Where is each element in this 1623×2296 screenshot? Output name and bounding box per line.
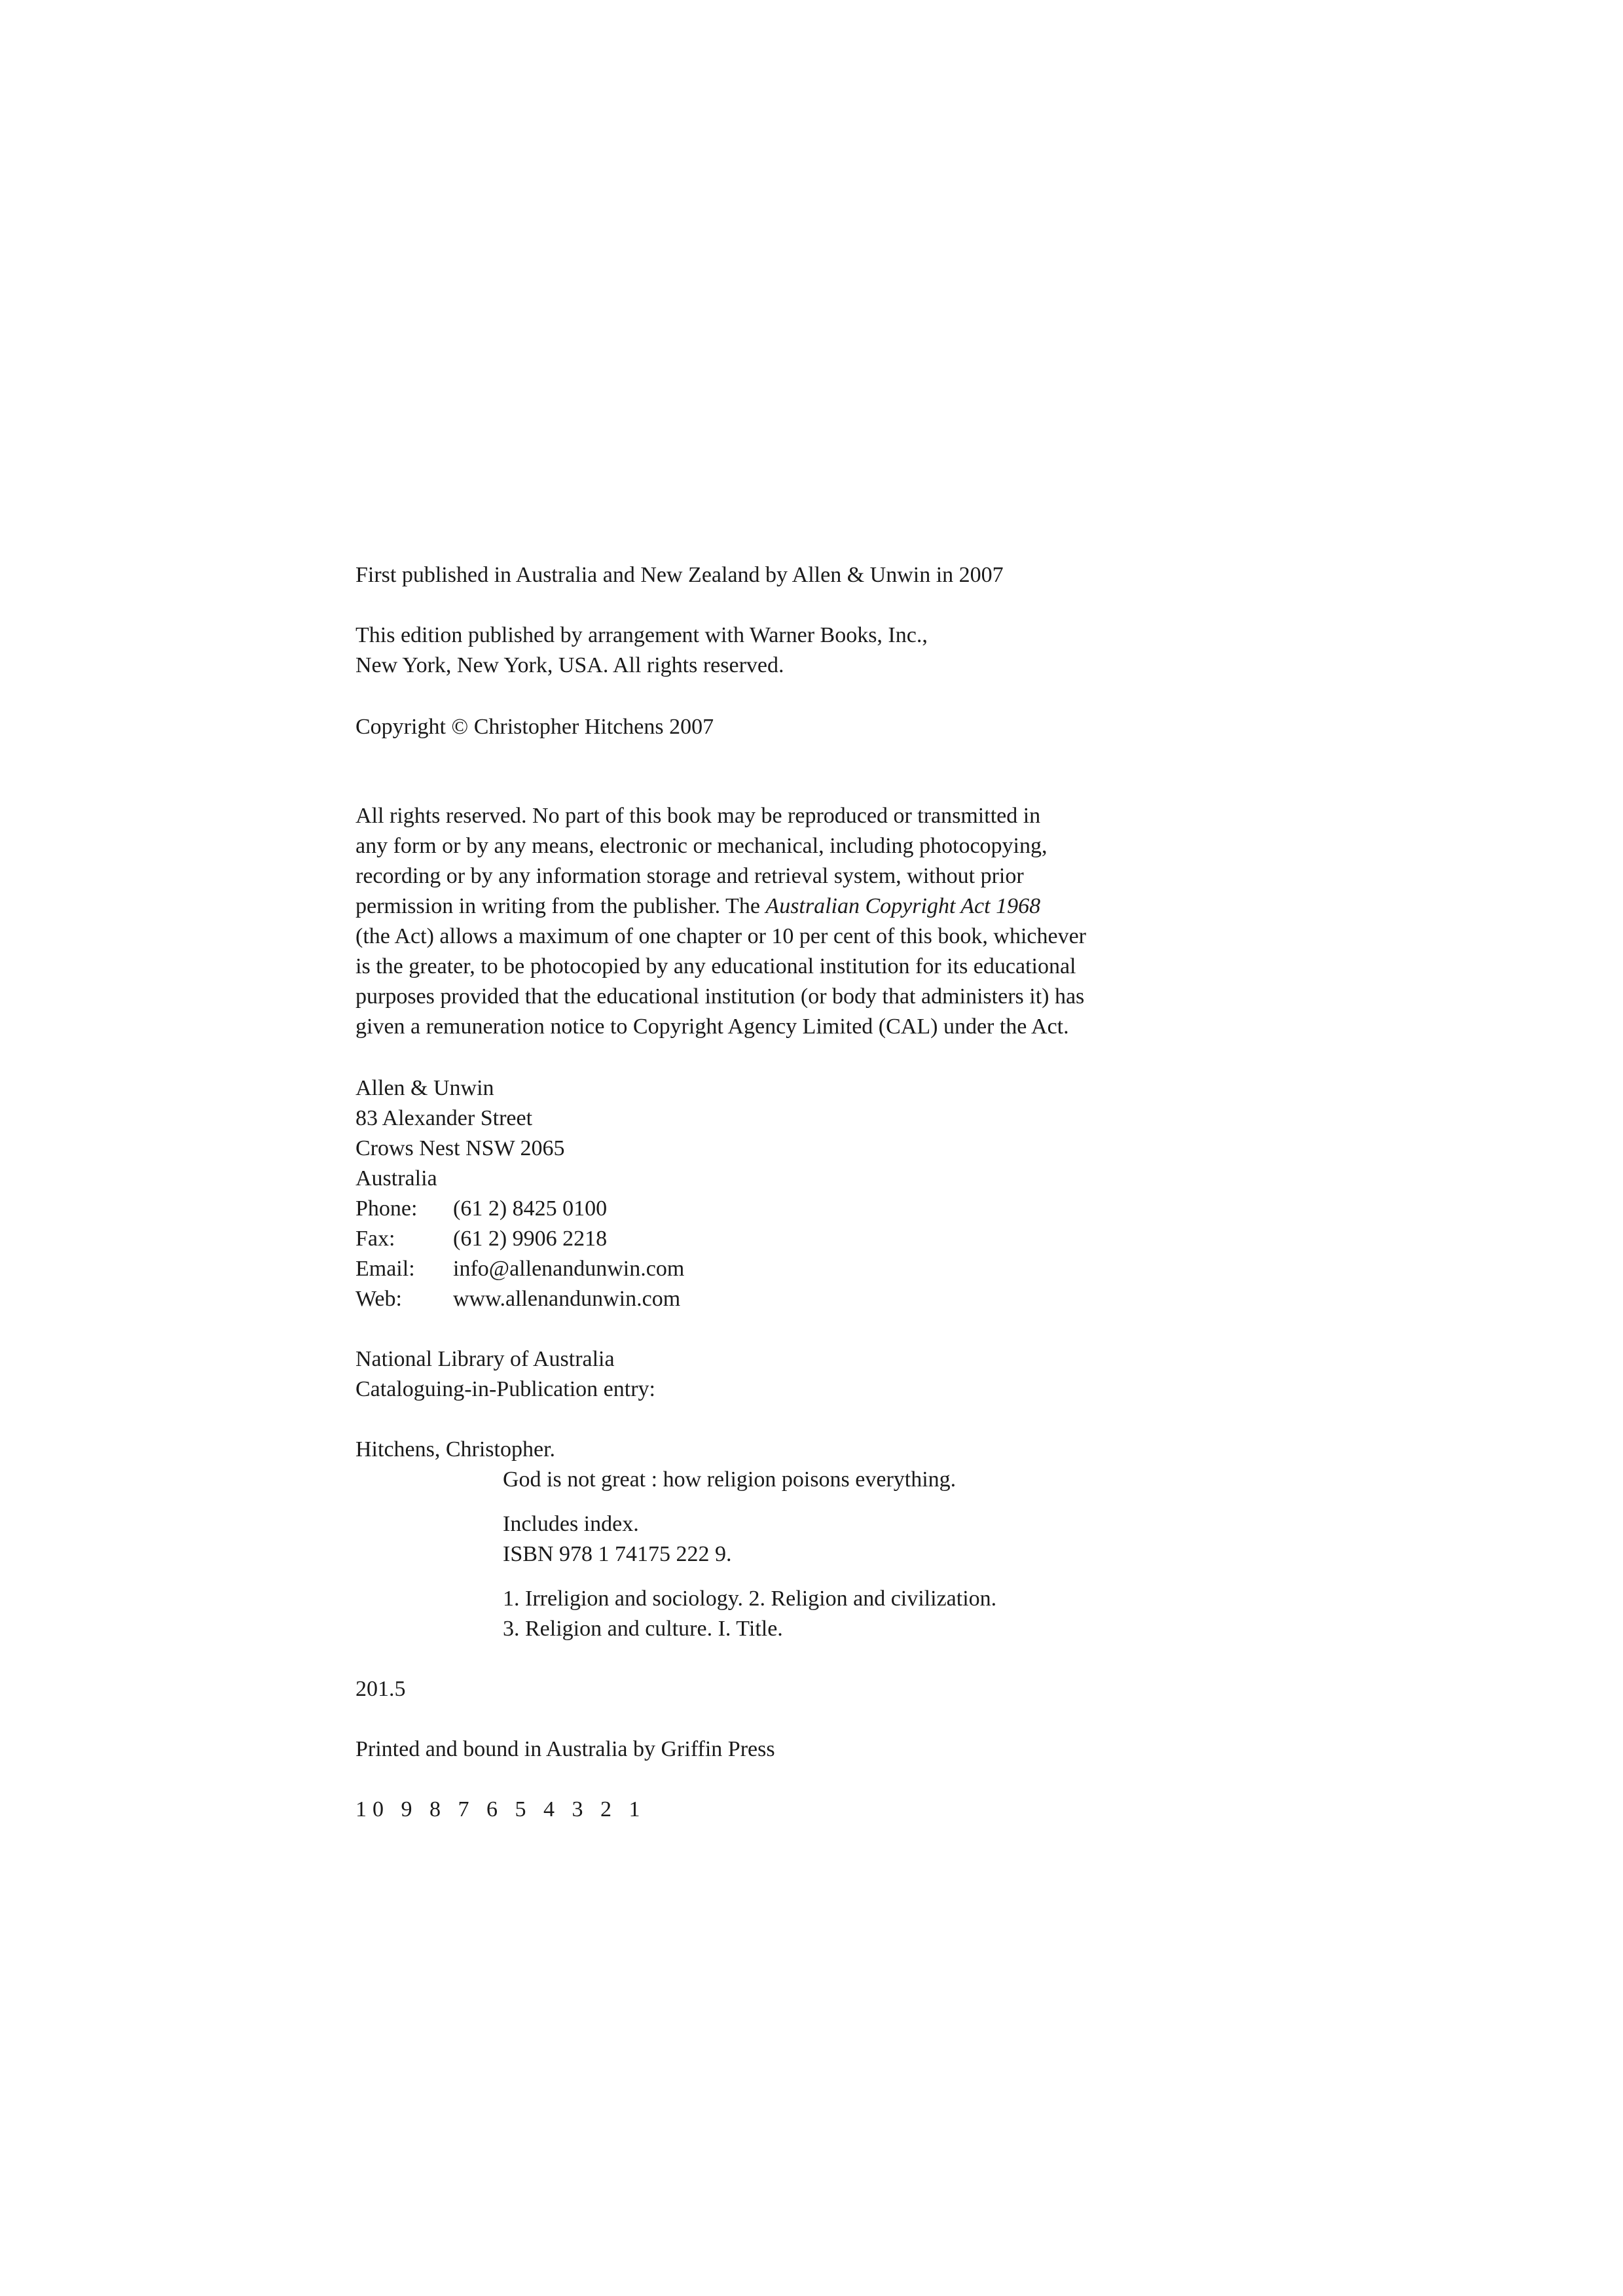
- cip-subjects: [503, 1584, 996, 1644]
- act-title: Australian Copyright Act 1968: [765, 894, 1041, 918]
- rights-line-4-text: permission in writing from the publisher. The: [356, 894, 766, 918]
- cip-heading: [356, 1344, 655, 1405]
- contact-email-label: Email:: [356, 1257, 415, 1281]
- contact-phone: [356, 1194, 684, 1224]
- printer-line: Printed and bound in Australia by Griffin Press: [356, 1737, 775, 1761]
- cip-heading-line-2: Cataloguing-in-Publication entry:: [356, 1377, 655, 1401]
- contact-phone-label: Phone:: [356, 1196, 418, 1221]
- rights-paragraph: [356, 801, 1086, 1042]
- cip-index-isbn: [503, 1509, 731, 1570]
- cip-subjects-line-1: 1. Irreligion and sociology. 2. Religion and civilization.: [503, 1587, 997, 1611]
- edition-note: [356, 620, 928, 681]
- cip-heading-line-1: National Library of Australia: [356, 1347, 615, 1371]
- impression-line: 10 9 8 7 6 5 4 3 2 1: [356, 1797, 646, 1821]
- edition-line-1: This edition published by arrangement with Warner Books, Inc.,: [356, 623, 928, 647]
- cip-subjects-line-2: 3. Religion and culture. I. Title.: [503, 1617, 783, 1641]
- contact-email: [356, 1254, 684, 1284]
- rights-line-3: recording or by any information storage and retrieval system, without prior: [356, 864, 1024, 888]
- first-published-line: First published in Australia and New Zealand by Allen & Unwin in 2007: [356, 563, 1004, 587]
- rights-line-2: any form or by any means, electronic or mechanical, including photocopying,: [356, 834, 1048, 858]
- contact-fax-label: Fax:: [356, 1227, 395, 1251]
- rights-line-6: is the greater, to be photocopied by any educational institution for its educational: [356, 954, 1076, 978]
- publisher-name: Allen & Unwin: [356, 1076, 494, 1100]
- edition-line-2: New York, New York, USA. All rights reserved.: [356, 653, 784, 677]
- cip-includes: Includes index.: [503, 1512, 639, 1536]
- contact-web: [356, 1284, 684, 1314]
- rights-line-7: purposes provided that the educational institution (or body that administers it) has: [356, 984, 1085, 1009]
- classification-number: 201.5: [356, 1677, 406, 1701]
- contact-web-label: Web:: [356, 1287, 402, 1311]
- contact-email-value: info@allenandunwin.com: [453, 1257, 685, 1281]
- publisher-suburb: Crows Nest NSW 2065: [356, 1136, 565, 1160]
- rights-line-1: All rights reserved. No part of this book may be reproduced or transmitted in: [356, 804, 1041, 828]
- contact-phone-value: (61 2) 8425 0100: [453, 1196, 608, 1221]
- rights-line-8: given a remuneration notice to Copyright Agency Limited (CAL) under the Act.: [356, 1014, 1069, 1039]
- rights-line-4: [356, 891, 1086, 922]
- contact-fax-value: (61 2) 9906 2218: [453, 1227, 608, 1251]
- cip-isbn: ISBN 978 1 74175 222 9.: [503, 1542, 732, 1566]
- copyright-line: Copyright © Christopher Hitchens 2007: [356, 715, 714, 739]
- publisher-country: Australia: [356, 1166, 437, 1191]
- publisher-street: 83 Alexander Street: [356, 1106, 533, 1130]
- contact-web-value: www.allenandunwin.com: [453, 1287, 681, 1311]
- contact-fax: [356, 1224, 684, 1254]
- rights-line-5: (the Act) allows a maximum of one chapter or 10 per cent of this book, whichever: [356, 924, 1086, 948]
- cip-title: God is not great : how religion poisons everything.: [503, 1467, 957, 1492]
- cip-author: Hitchens, Christopher.: [356, 1437, 556, 1462]
- publisher-address: [356, 1073, 684, 1314]
